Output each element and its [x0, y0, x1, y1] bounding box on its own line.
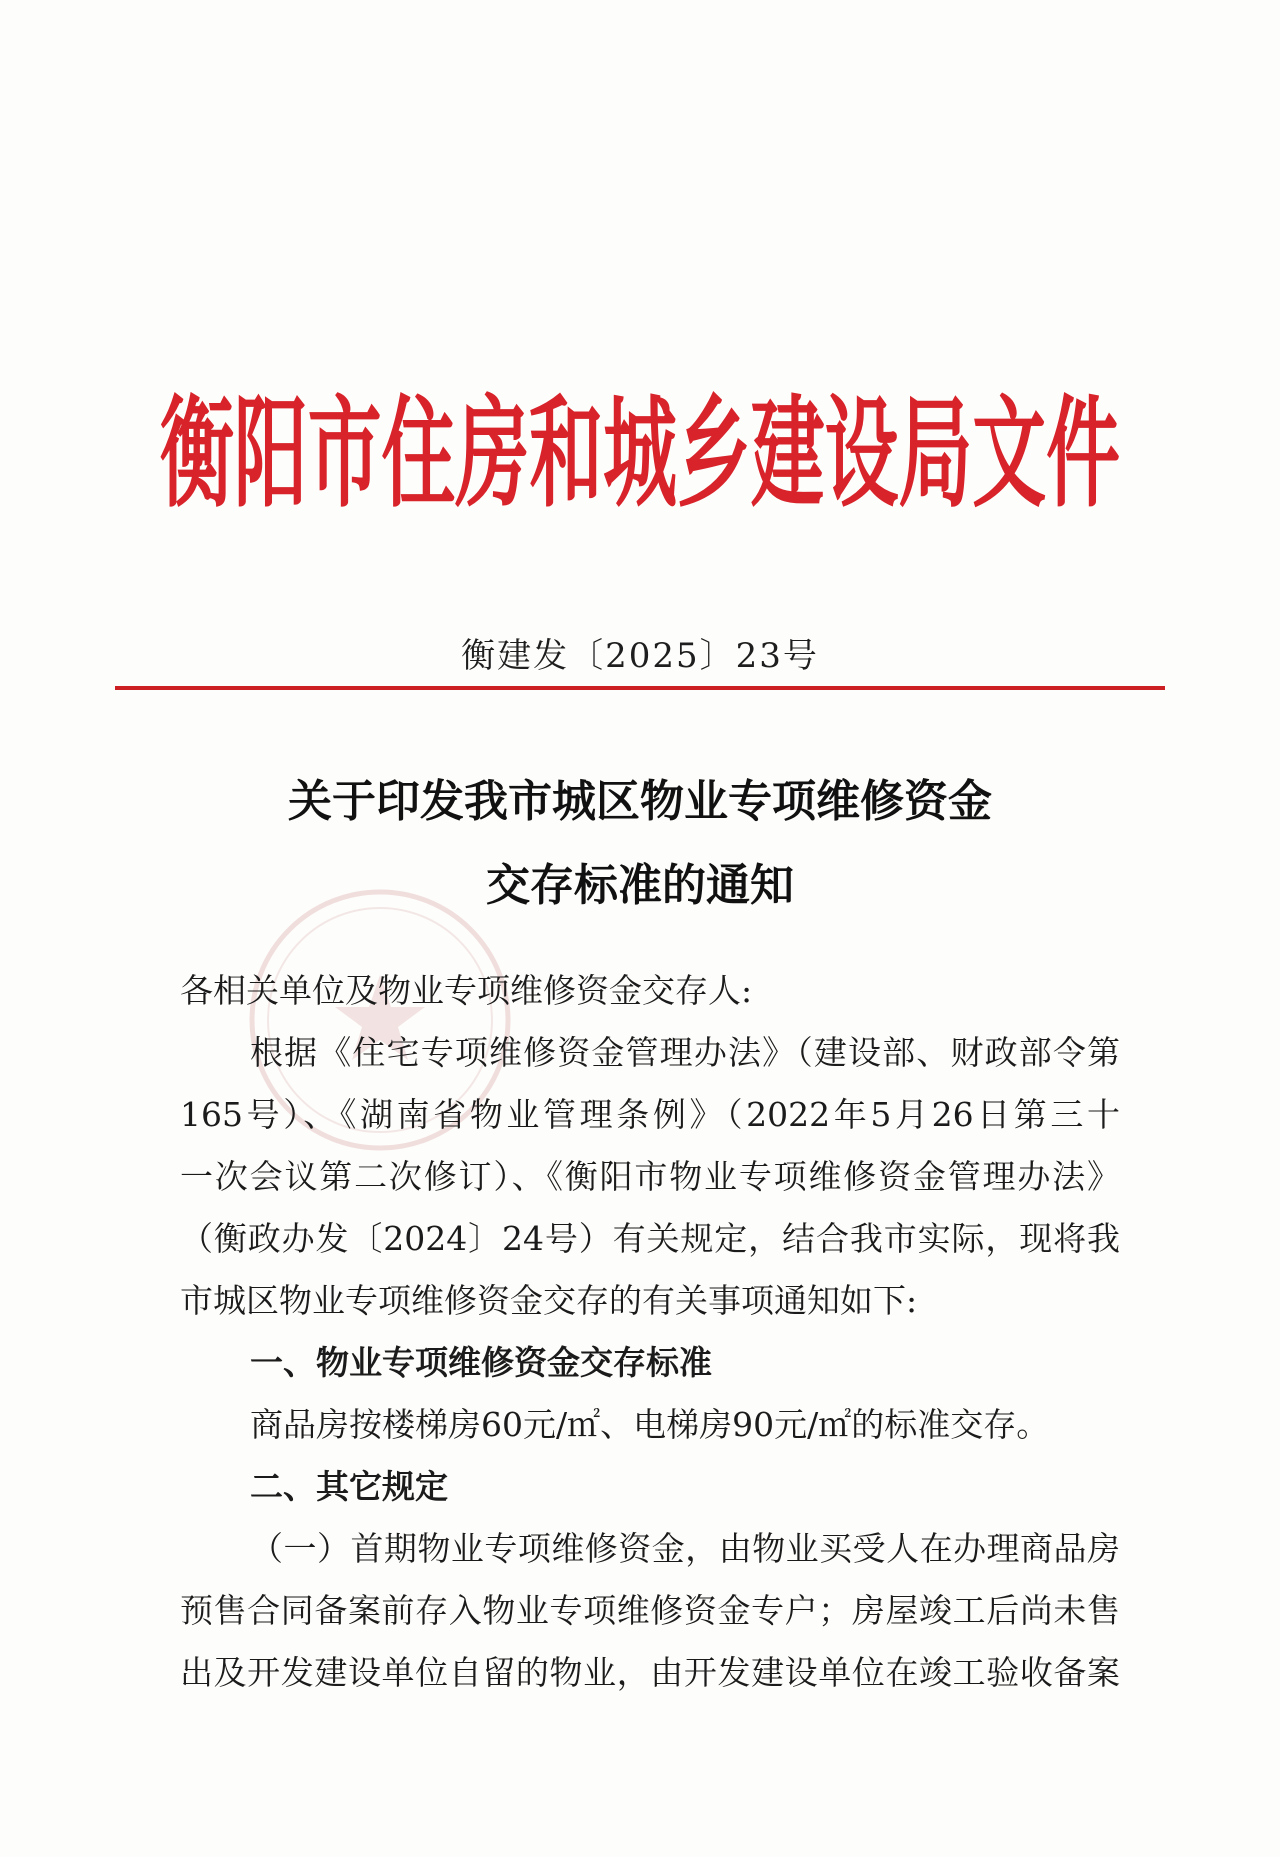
issuer-header-text: 衡阳市住房和城乡建设局文件: [160, 385, 1120, 524]
paragraph-2-line-2: 预售合同备案前存入物业专项维修资金专户；房屋竣工后尚未售: [180, 1591, 1120, 1630]
document-number: 衡建发〔2025〕23号: [461, 636, 819, 676]
red-divider-rule: [115, 686, 1165, 690]
section-1-heading: 一、物业专项维修资金交存标准: [250, 1343, 712, 1382]
body-text: [180, 960, 1120, 1704]
paragraph-1-line-3: 一次会议第二次修订）、《衡阳市物业专项维修资金管理办法》: [180, 1157, 1120, 1196]
notice-title-line-2: 交存标准的通知: [486, 860, 794, 911]
salutation: 各相关单位及物业专项维修资金交存人:: [180, 971, 753, 1010]
notice-title-line-1: 关于印发我市城区物业专项维修资金: [288, 776, 992, 827]
paragraph-1-line-4: （衡政办发〔2024〕24号）有关规定，结合我市实际，现将我: [180, 1219, 1120, 1258]
paragraph-2-line-3: 出及开发建设单位自留的物业，由开发建设单位在竣工验收备案: [180, 1653, 1120, 1692]
paragraph-2-line-1: （一）首期物业专项维修资金，由物业买受人在办理商品房: [250, 1529, 1120, 1568]
section-2-heading: 二、其它规定: [250, 1467, 448, 1506]
section-1-text: 商品房按楼梯房60元/㎡、电梯房90元/㎡的标准交存。: [250, 1405, 1050, 1444]
notice-title: [0, 760, 1280, 928]
issuer-header: [150, 345, 1130, 525]
paragraph-1-line-5: 市城区物业专项维修资金交存的有关事项通知如下:: [180, 1281, 918, 1320]
paragraph-1-line-1: 根据《住宅专项维修资金管理办法》（建设部、财政部令第: [250, 1033, 1120, 1072]
paragraph-1-line-2: 165号）、《湖南省物业管理条例》（2022年5月26日第三十: [180, 1095, 1120, 1134]
issuer-header-svg: [150, 345, 1130, 525]
